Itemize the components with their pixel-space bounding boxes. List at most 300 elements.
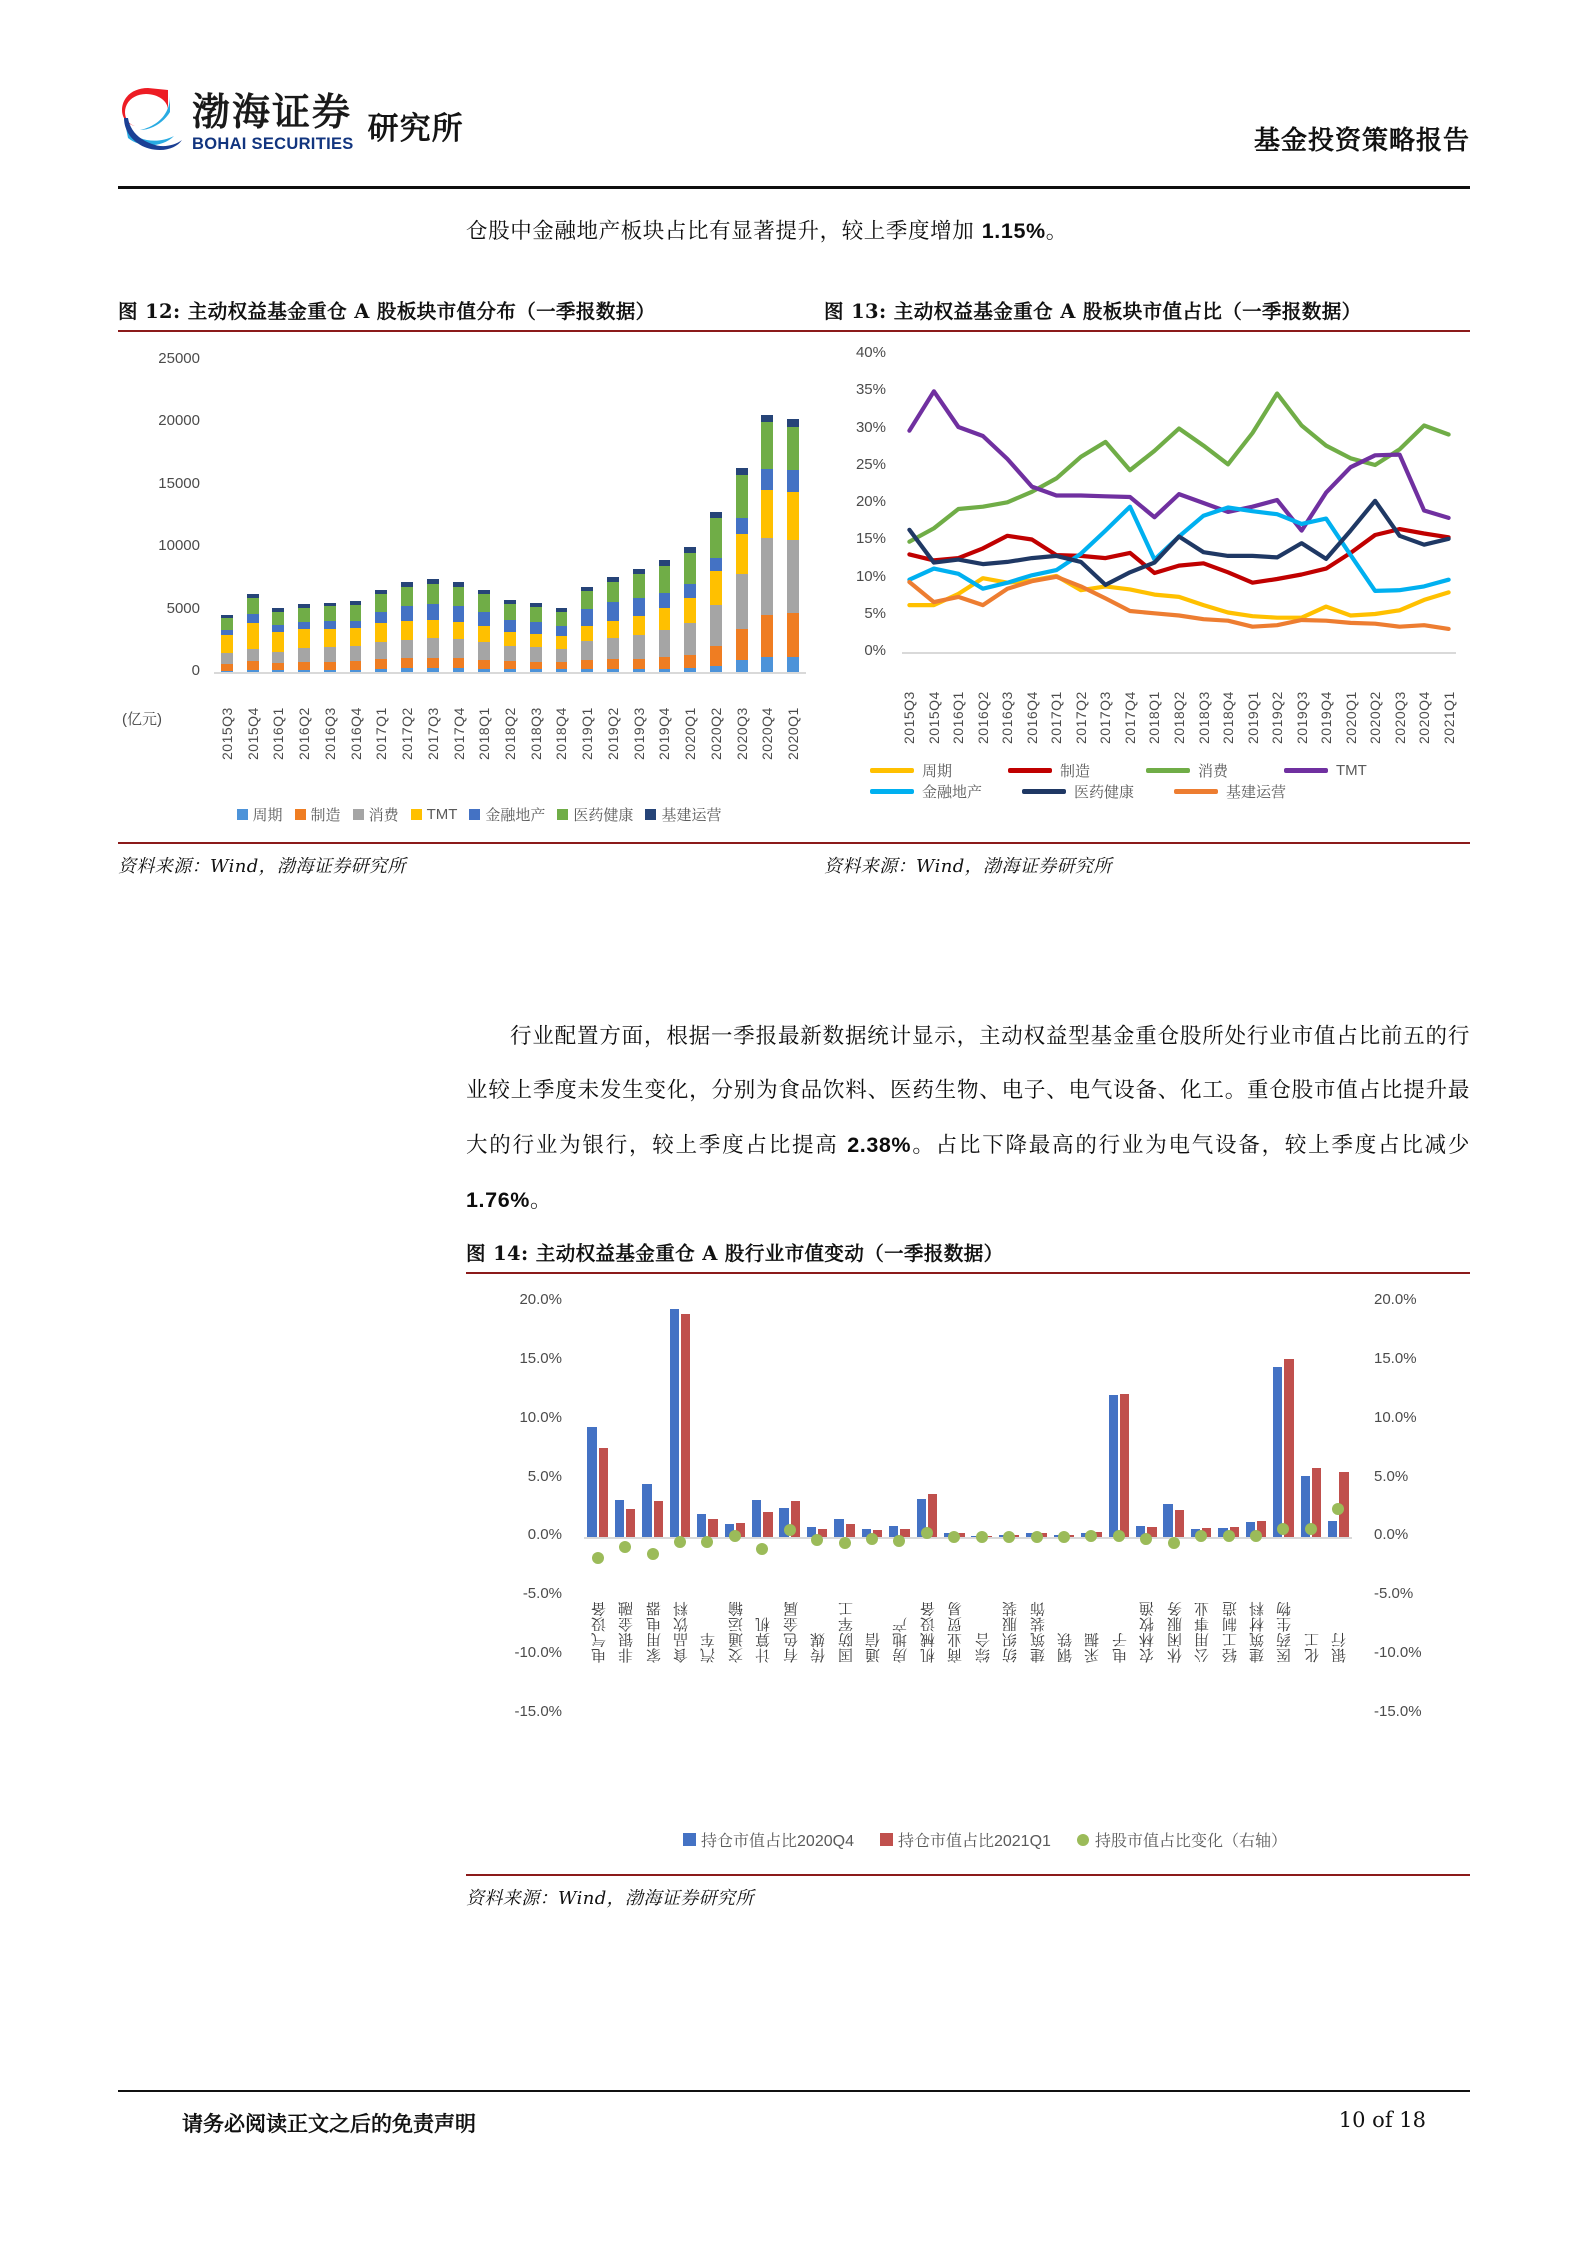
fig12-bar-segment: [375, 612, 387, 623]
fig12-legend-swatch: [411, 809, 422, 820]
fig14-bar: [599, 1448, 608, 1537]
fig12-bar-column: [453, 360, 465, 672]
footer-divider: [118, 2090, 1470, 2092]
fig12-bar-segment: [221, 618, 233, 630]
fig12-bar-segment: [350, 605, 362, 621]
fig12-bar-segment: [607, 582, 619, 602]
fig12-bar-segment: [427, 658, 439, 668]
fig13-series-line: [909, 577, 1448, 629]
fig14-bar: [1120, 1394, 1129, 1538]
fig12-bar-segment: [272, 612, 284, 626]
fig14-change-dot: [1003, 1531, 1015, 1543]
fig14-x-tick: 电气设备: [590, 1601, 608, 1664]
fig12-bar-column: [350, 360, 362, 672]
fig12-legend-label: TMT: [426, 806, 458, 823]
fig13-x-tick: 2018Q2: [1171, 691, 1187, 744]
fig13-y-tick: 35%: [855, 381, 886, 399]
fig14-x-tick: 公用事业: [1194, 1601, 1212, 1664]
company-logo: [118, 84, 464, 154]
fig13-legend-label: 周期: [922, 763, 953, 780]
logo-research-institute: 研究所: [367, 111, 464, 147]
fig13-x-tick: 2021Q1: [1440, 691, 1457, 744]
logo-company-name-cn: 渤海证券: [192, 89, 353, 134]
fig12-bar-segment: [556, 669, 568, 672]
fig12-legend-item: [411, 806, 458, 823]
fig12-bar-segment: [787, 427, 799, 470]
fig12-x-tick: 2020Q2: [707, 707, 724, 760]
fig14-y-tick-left: 5.0%: [527, 1467, 562, 1485]
fig12-legend-swatch: [353, 809, 364, 820]
figure-14-caption: 图 14: 主动权益基金重仓 A 股行业市值变动（一季报数据）: [466, 1242, 1004, 1265]
fig13-x-tick: 2016Q3: [999, 691, 1016, 744]
fig14-change-dot: [1250, 1530, 1262, 1542]
fig14-legend-item: [683, 1828, 854, 1851]
fig12-legend-swatch: [237, 809, 248, 820]
fig12-bar-segment: [659, 669, 671, 672]
fig12-bar-segment: [633, 598, 645, 616]
fig12-bar-segment: [787, 540, 799, 614]
fig14-x-tick: 通信: [865, 1632, 882, 1664]
fig12-bar-segment: [607, 659, 619, 669]
fig14-bar: [697, 1514, 706, 1538]
fig12-bar-segment: [684, 553, 696, 584]
fig12-bar-segment: [787, 419, 799, 427]
fig13-legend-item: [1284, 762, 1422, 779]
fig14-bar: [708, 1519, 717, 1538]
fig13-x-tick: 2019Q1: [1244, 691, 1261, 744]
fig12-bar-column: [478, 360, 490, 672]
fig12-bar-segment: [298, 662, 310, 670]
fig14-change-dot: [1305, 1523, 1317, 1535]
fig12-x-tick: 2019Q1: [579, 707, 596, 760]
fig12-bar-column: [221, 360, 233, 672]
fig12-y-tick: 10000: [158, 537, 200, 555]
fig12-bar-segment: [298, 629, 310, 648]
fig12-bar-segment: [581, 609, 593, 626]
fig14-change-dot: [948, 1531, 960, 1543]
fig14-legend-label: 持仓市值占比2020Q4: [701, 1833, 854, 1850]
fig13-legend-label: 金融地产: [922, 784, 983, 801]
fig12-bar-column: [736, 360, 748, 672]
fig12-bar-segment: [659, 593, 671, 609]
paragraph-middle-number-1: 2.38%: [847, 1133, 912, 1157]
fig13-legend-swatch: [870, 789, 914, 794]
fig12-x-tick: 2017Q2: [399, 707, 416, 760]
fig14-y-tick-right: 10.0%: [1374, 1408, 1417, 1426]
fig12-bar-segment: [504, 604, 516, 620]
fig12-y-tick: 15000: [158, 474, 200, 492]
fig13-x-tick: 2020Q2: [1367, 691, 1384, 744]
fig14-x-tick: 非银金融: [618, 1601, 636, 1664]
fig12-x-tick: 2017Q3: [424, 707, 441, 760]
fig12-bar-segment: [761, 469, 773, 490]
fig13-legend-item: [1008, 760, 1146, 781]
fig12-bar-segment: [581, 660, 593, 669]
figure-14-chart: [466, 1274, 1470, 1874]
fig12-bar-column: [581, 360, 593, 672]
fig14-y-tick-right: 5.0%: [1374, 1467, 1409, 1485]
fig14-bar: [587, 1427, 596, 1538]
fig12-bar-segment: [478, 642, 490, 659]
fig12-bar-segment: [427, 668, 439, 672]
fig13-y-tick: 40%: [855, 344, 886, 361]
fig12-bar-segment: [787, 492, 799, 540]
fig12-bar-column: [375, 360, 387, 672]
fig12-bar-segment: [401, 668, 413, 672]
fig13-x-tick: 2018Q1: [1146, 691, 1163, 744]
fig13-legend-label: 医药健康: [1074, 784, 1135, 801]
fig13-legend-swatch: [1008, 768, 1052, 773]
fig14-x-tick: 房地产: [892, 1616, 910, 1664]
fig12-bar-segment: [787, 470, 799, 491]
fig13-legend-swatch: [1146, 768, 1190, 773]
fig12-bar-segment: [298, 670, 310, 672]
paragraph-middle-text-1: 行业配置方面，根据一季报最新数据统计显示，主动权益型基金重仓股所处行业市值占比前五的行业较上季度未发生变化，分别为食品饮料、医药生物、电子、电气设备、化工。重仓股市值占比提升最大的行业为银行，较上季度占比提高: [466, 1024, 1470, 1158]
fig14-x-tick: 汽车: [700, 1632, 718, 1664]
fig12-bar-segment: [453, 606, 465, 622]
fig13-x-tick: 2020Q4: [1416, 691, 1433, 744]
fig12-y-tick: 5000: [166, 599, 200, 617]
fig12-bar-segment: [761, 657, 773, 672]
fig12-bar-segment: [478, 660, 490, 669]
fig14-x-tick: 家用电器: [645, 1601, 663, 1664]
fig14-legend-swatch: [1077, 1834, 1089, 1846]
fig12-bar-segment: [350, 628, 362, 646]
fig12-bar-segment: [221, 653, 233, 664]
fig12-bar-column: [787, 360, 799, 672]
figure-14-source: 资料来源：Wind，渤海证券研究所: [466, 1888, 754, 1909]
fig12-bar-segment: [247, 649, 259, 661]
fig14-legend-item: [880, 1828, 1051, 1851]
fig14-x-tick: 商业贸易: [947, 1601, 965, 1664]
fig14-y-tick-left: -15.0%: [514, 1703, 562, 1720]
fig12-bar-segment: [453, 658, 465, 668]
fig12-bar-segment: [350, 661, 362, 669]
fig14-y-tick-left: 10.0%: [519, 1408, 562, 1426]
fig12-bar-column: [761, 360, 773, 672]
fig13-x-tick: 2020Q1: [1342, 691, 1359, 744]
fig12-bar-segment: [298, 622, 310, 629]
fig12-bar-segment: [736, 534, 748, 574]
fig13-x-tick: 2016Q4: [1023, 691, 1040, 744]
fig12-x-tick: 2016Q4: [347, 707, 364, 760]
fig12-x-tick: 2016Q1: [270, 707, 287, 760]
fig14-x-tick: 传媒: [810, 1632, 828, 1664]
fig12-x-tick: 2018Q4: [553, 707, 570, 760]
fig12-bar-segment: [659, 657, 671, 668]
fig12-bar-segment: [324, 621, 336, 628]
fig12-bar-segment: [350, 621, 362, 628]
fig12-bar-segment: [427, 604, 439, 620]
fig12-legend-label: 医药健康: [573, 807, 634, 824]
fig14-legend-swatch: [880, 1833, 893, 1846]
fig12-bar-segment: [298, 648, 310, 662]
fig14-change-dot: [729, 1530, 741, 1542]
fig14-y-tick-right: 0.0%: [1374, 1526, 1409, 1544]
fig12-bar-segment: [607, 638, 619, 659]
fig14-x-tick: 国防军工: [837, 1601, 855, 1664]
fig12-bar-segment: [736, 468, 748, 475]
fig14-bar: [846, 1524, 855, 1537]
fig12-bar-segment: [556, 636, 568, 648]
fig13-legend-label: TMT: [1336, 762, 1367, 779]
fig12-bar-segment: [736, 660, 748, 672]
fig14-y-tick-left: -5.0%: [522, 1585, 562, 1603]
fig12-bar-segment: [427, 584, 439, 604]
fig14-x-tick: 建筑装饰: [1029, 1601, 1047, 1664]
fig14-change-dot: [976, 1531, 988, 1543]
fig14-bar: [642, 1484, 651, 1537]
fig12-bar-segment: [736, 518, 748, 534]
fig13-x-tick: 2017Q1: [1048, 691, 1065, 744]
fig12-legend-item: [353, 804, 399, 825]
fig14-x-tick: 交通运输: [727, 1601, 745, 1664]
fig12-bar-segment: [607, 602, 619, 621]
fig12-bar-column: [659, 360, 671, 672]
fig12-bar-segment: [324, 629, 336, 648]
fig12-bar-segment: [530, 647, 542, 662]
fig14-legend-item: [1077, 1828, 1287, 1851]
fig12-x-tick: 2016Q2: [296, 707, 313, 760]
fig14-x-tick: 化工: [1303, 1632, 1321, 1664]
fig12-x-tick: 2018Q1: [476, 707, 493, 760]
fig13-x-tick: 2020Q3: [1391, 691, 1408, 744]
fig12-unit-label: (亿元): [122, 711, 162, 728]
fig13-x-tick: 2018Q4: [1220, 691, 1237, 744]
fig12-bar-segment: [787, 657, 799, 672]
fig13-x-tick: 2019Q3: [1293, 691, 1310, 744]
fig12-bar-segment: [761, 615, 773, 658]
paragraph-top-text-1: 仓股中金融地产板块占比有显著提升，较上季度增加: [466, 219, 982, 244]
fig14-y-tick-right: -10.0%: [1374, 1644, 1422, 1662]
fig14-change-dot: [1195, 1530, 1207, 1542]
fig12-bar-segment: [736, 574, 748, 630]
paragraph-middle-text-3: 。: [529, 1188, 553, 1213]
fig13-legend-label: 制造: [1060, 763, 1091, 780]
fig13-y-tick: 30%: [855, 418, 886, 436]
fig13-y-tick: 25%: [855, 455, 886, 473]
fig12-axis-line: [214, 672, 806, 674]
fig12-bar-segment: [761, 415, 773, 423]
fig13-x-tick: 2017Q3: [1097, 691, 1114, 744]
fig12-bar-segment: [427, 638, 439, 658]
fig12-bar-segment: [504, 661, 516, 669]
fig13-x-tick: 2017Q2: [1072, 691, 1089, 744]
fig14-change-dot: [1223, 1530, 1235, 1542]
fig12-bar-segment: [556, 612, 568, 626]
fig12-bar-segment: [401, 621, 413, 639]
fig13-legend: [870, 760, 1456, 802]
fig12-bar-segment: [401, 587, 413, 606]
fig12-bar-segment: [761, 422, 773, 469]
fig12-bar-segment: [453, 587, 465, 606]
figure-12-chart: [118, 332, 824, 842]
fig12-bar-segment: [504, 632, 516, 646]
fig14-bar: [1163, 1504, 1172, 1537]
fig12-bar-segment: [684, 655, 696, 668]
fig12-bar-segment: [453, 639, 465, 658]
fig12-x-tick: 2017Q1: [373, 707, 390, 760]
fig13-x-tick: 2017Q4: [1121, 691, 1138, 744]
fig12-bar-segment: [530, 634, 542, 647]
fig12-bar-segment: [710, 666, 722, 672]
figure-13-caption: 图 13: 主动权益基金重仓 A 股板块市值占比（一季报数据）: [824, 300, 1362, 323]
fig12-bar-segment: [633, 669, 645, 672]
fig14-x-tick: 机械设备: [919, 1601, 937, 1664]
fig13-legend-item: [1146, 760, 1284, 781]
fig12-bar-segment: [401, 606, 413, 622]
figure-13: [824, 296, 1470, 878]
fig13-series-line: [909, 394, 1448, 542]
fig13-x-tick: 2015Q4: [925, 691, 942, 744]
fig14-x-tick: 钢铁: [1057, 1632, 1074, 1664]
fig12-bar-segment: [247, 623, 259, 649]
fig14-x-tick: 休闲服务: [1166, 1601, 1184, 1664]
fig12-x-tick: 2017Q4: [450, 707, 467, 760]
fig12-legend-swatch: [295, 809, 306, 820]
fig13-legend-swatch: [870, 768, 914, 773]
fig12-bar-segment: [710, 646, 722, 665]
fig12-bar-segment: [478, 669, 490, 672]
fig12-bar-segment: [324, 662, 336, 670]
fig12-legend-swatch: [469, 809, 480, 820]
fig14-y-tick-left: 15.0%: [519, 1349, 562, 1367]
fig13-y-tick: 15%: [855, 530, 886, 548]
fig12-bar-segment: [375, 659, 387, 668]
fig13-x-tick: 2019Q2: [1269, 691, 1286, 744]
fig14-change-dot: [1031, 1531, 1043, 1543]
fig12-bar-segment: [607, 669, 619, 672]
fig12-bar-segment: [247, 598, 259, 614]
fig12-x-tick: 2020Q1: [682, 707, 699, 760]
fig13-y-tick: 20%: [855, 493, 886, 510]
fig12-legend-item: [469, 804, 545, 825]
fig12-x-tick: 2020Q1: [785, 707, 802, 760]
fig12-legend-label: 制造: [310, 807, 341, 824]
fig12-bar-segment: [736, 475, 748, 517]
fig12-y-tick: 25000: [158, 350, 200, 367]
fig12-bar-segment: [324, 647, 336, 661]
fig12-bar-segment: [401, 640, 413, 659]
paragraph-middle-text-2: 。占比下降最高的行业为电气设备，较上季度占比减少: [911, 1133, 1470, 1158]
fig12-bar-segment: [710, 571, 722, 605]
fig14-x-tick: 采掘: [1084, 1632, 1102, 1664]
figure-12: [118, 296, 824, 878]
fig12-bar-segment: [350, 646, 362, 661]
fig13-legend-swatch: [1174, 789, 1218, 794]
fig12-y-tick: 0: [191, 662, 200, 679]
fig12-bar-segment: [298, 608, 310, 622]
fig13-x-tick: 2016Q2: [974, 691, 991, 744]
fig13-legend-label: 基建运营: [1226, 784, 1287, 801]
fig14-change-dot: [1085, 1530, 1097, 1542]
fig12-bar-segment: [427, 620, 439, 637]
paragraph-top: [466, 204, 1470, 259]
fig12-bar-segment: [272, 652, 284, 663]
fig12-bar-column: [247, 360, 259, 672]
fig13-legend-item: [870, 760, 1008, 781]
fig14-bar: [763, 1512, 772, 1538]
figure-12-source: 资料来源：Wind，渤海证券研究所: [118, 856, 406, 877]
fig12-bar-column: [272, 360, 284, 672]
fig14-x-tick: 建筑材料: [1249, 1601, 1266, 1664]
fig14-y-tick-left: -10.0%: [514, 1644, 562, 1662]
fig12-bar-segment: [684, 598, 696, 623]
fig12-bar-segment: [504, 620, 516, 632]
fig12-bar-segment: [530, 607, 542, 622]
fig12-x-tick: 2018Q3: [527, 707, 544, 760]
fig14-x-tick: 食品饮料: [673, 1601, 690, 1664]
paragraph-middle: [466, 1010, 1470, 1228]
fig12-bar-segment: [247, 670, 259, 672]
fig13-legend-item: [870, 781, 1022, 802]
fig14-x-tick: 医药生物: [1276, 1601, 1294, 1664]
fig12-bar-segment: [478, 594, 490, 611]
header-divider: [118, 186, 1470, 189]
bohai-logo-icon: [118, 84, 184, 154]
fig12-x-tick: 2019Q4: [656, 707, 673, 760]
fig12-bar-segment: [530, 662, 542, 669]
fig12-bar-segment: [633, 574, 645, 598]
fig12-bar-segment: [633, 616, 645, 635]
fig14-change-dot: [784, 1524, 796, 1536]
fig12-bar-segment: [684, 584, 696, 598]
fig13-x-tick: 2019Q4: [1318, 691, 1335, 744]
fig12-bar-column: [504, 360, 516, 672]
fig14-bar: [626, 1509, 635, 1537]
fig14-y-tick-right: 20.0%: [1374, 1291, 1417, 1308]
fig14-bar: [654, 1501, 663, 1537]
fig12-bar-segment: [581, 641, 593, 660]
logo-company-name-en: BOHAI SECURITIES: [192, 135, 354, 153]
fig14-x-tick: 计算机: [755, 1616, 773, 1664]
fig12-bar-column: [401, 360, 413, 672]
fig12-bar-segment: [247, 661, 259, 670]
fig12-legend-label: 基建运营: [661, 807, 722, 824]
figure-13-chart: [824, 332, 1470, 842]
fig12-bar-segment: [401, 658, 413, 668]
fig14-legend: [624, 1828, 1372, 1851]
fig14-bar: [1328, 1521, 1337, 1537]
fig12-legend-item: [237, 804, 283, 825]
fig12-bar-column: [324, 360, 336, 672]
fig12-legend-item: [645, 804, 721, 825]
fig12-bar-column: [298, 360, 310, 672]
fig14-zero-axis-line: [584, 1537, 1352, 1539]
fig12-x-tick: 2015Q3: [218, 707, 235, 760]
fig14-y-tick-left: 20.0%: [519, 1291, 562, 1308]
fig14-change-dot: [1058, 1531, 1070, 1543]
fig12-bar-segment: [530, 669, 542, 672]
report-type-title: 基金投资策略报告: [1253, 126, 1470, 156]
fig13-x-tick: 2018Q3: [1195, 691, 1212, 744]
fig12-bar-column: [710, 360, 722, 672]
fig12-bar-column: [684, 360, 696, 672]
fig12-bar-segment: [324, 670, 336, 672]
fig12-bar-segment: [375, 642, 387, 659]
fig12-bar-segment: [787, 613, 799, 656]
fig14-x-tick: 综合: [974, 1632, 992, 1664]
fig12-bar-segment: [633, 659, 645, 669]
fig13-y-tick: 10%: [855, 567, 886, 585]
fig12-bar-column: [556, 360, 568, 672]
fig12-bar-segment: [272, 632, 284, 652]
paragraph-top-text-2: 。: [1045, 219, 1068, 244]
fig12-bar-segment: [581, 669, 593, 672]
fig13-legend-item: [1022, 781, 1174, 802]
fig12-bar-segment: [221, 635, 233, 653]
fig12-bar-segment: [453, 668, 465, 672]
